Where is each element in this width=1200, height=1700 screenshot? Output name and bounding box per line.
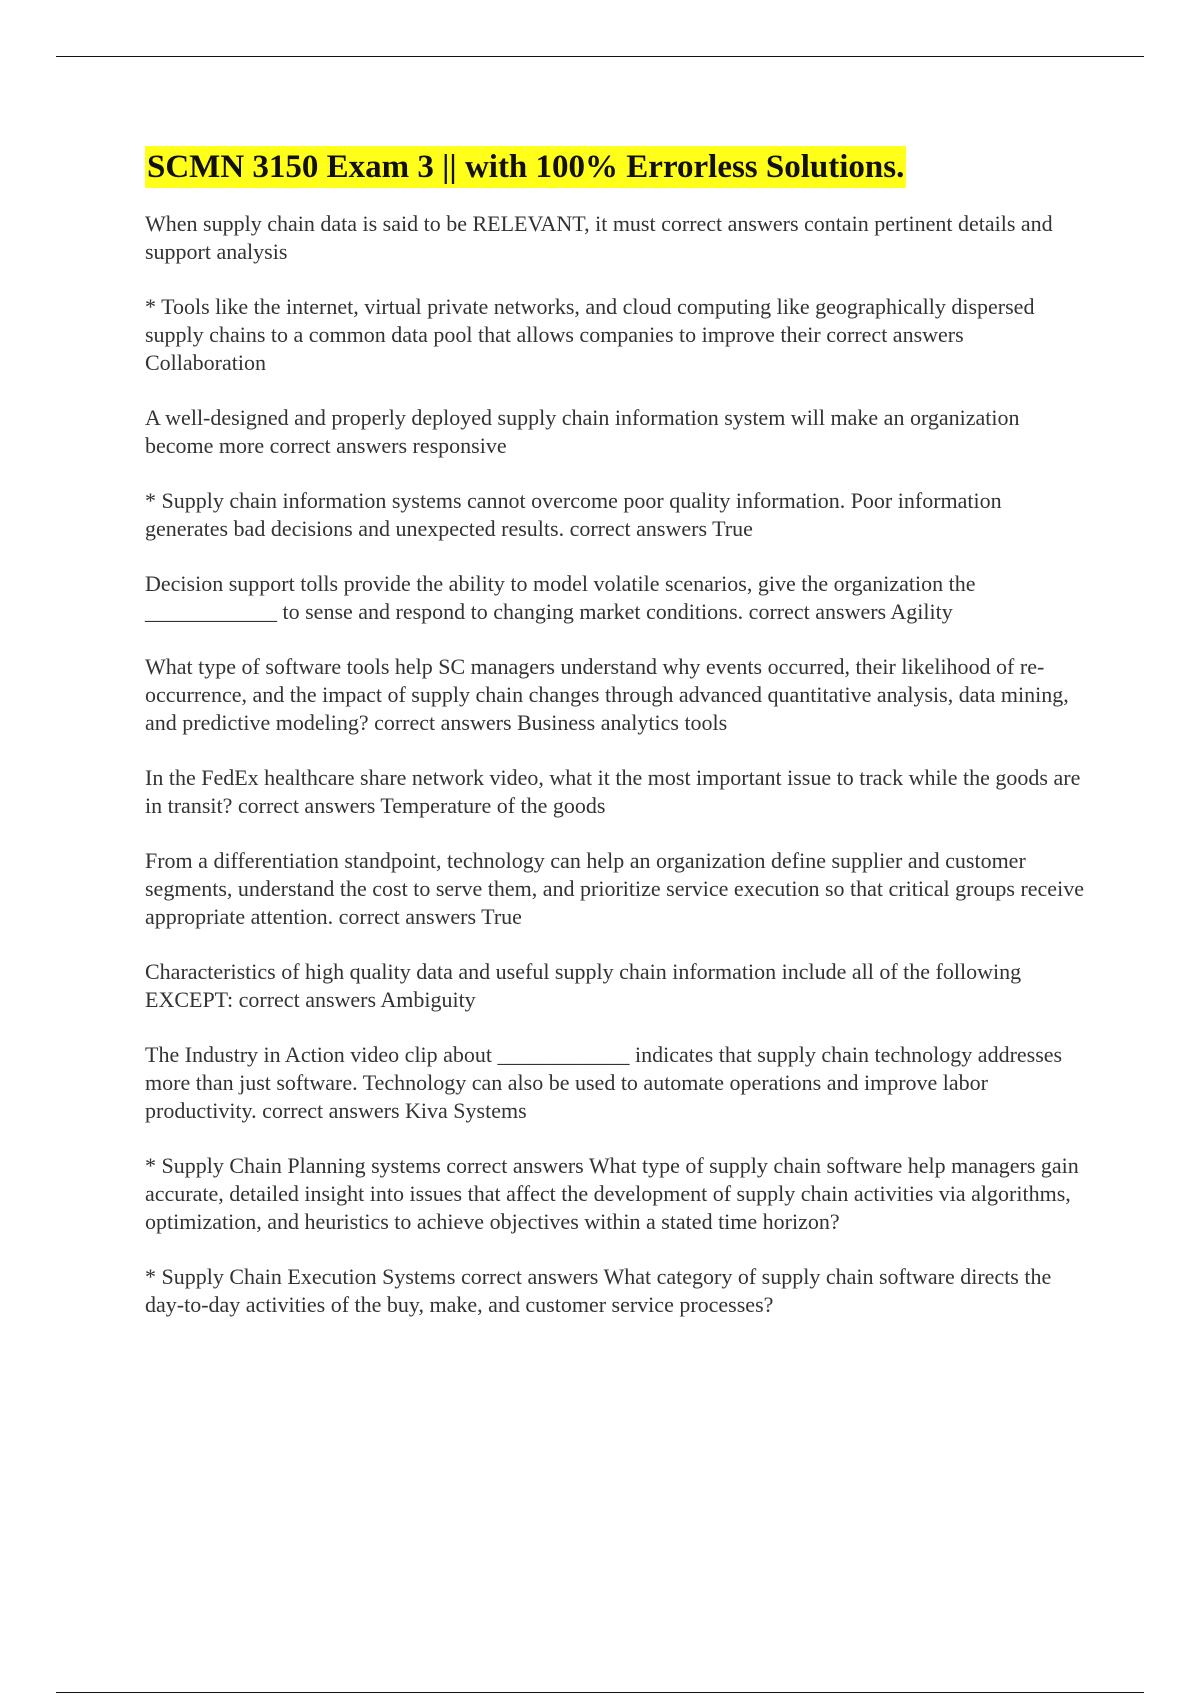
qa-item: * Supply Chain Execution Systems correct answers What category of supply chain software directs the day-to-day activities of the buy, make, and customer service processes? [145, 1264, 1052, 1317]
qa-item: * Supply chain information systems cannot overcome poor quality information. Poor information generates bad decisions and unexpected results. correct answers True [145, 488, 1002, 541]
qa-item: The Industry in Action video clip about ____________ indicates that supply chain technology addresses more than just software. Technology can also be used to automate operations and improve labor productivity. correct answers Kiva Systems [145, 1042, 1063, 1123]
footer-rule [56, 1692, 1144, 1693]
qa-list [145, 210, 1090, 1319]
qa-item: A well-designed and properly deployed supply chain information system will make an organization become more correct answers responsive [145, 405, 1020, 458]
qa-item: When supply chain data is said to be RELEVANT, it must correct answers contain pertinent details and support analysis [145, 211, 1053, 264]
qa-item: * Tools like the internet, virtual private networks, and cloud computing like geographically dispersed supply chains to a common data pool that allows companies to improve their correct answers Collaboration [145, 294, 1035, 375]
qa-item: What type of software tools help SC managers understand why events occurred, their likelihood of re-occurrence, and the impact of supply chain changes through advanced quantitative analysis, data mining, and predictive modeling? correct answers Business analytics tools [145, 654, 1069, 735]
qa-item: In the FedEx healthcare share network video, what it the most important issue to track while the goods are in transit? correct answers Temperature of the goods [145, 765, 1081, 818]
qa-item: From a differentiation standpoint, technology can help an organization define supplier and customer segments, understand the cost to serve them, and prioritize service execution so that critical groups receive appropriate attention. correct answers True [145, 848, 1084, 929]
document-title: SCMN 3150 Exam 3 || with 100% Errorless Solutions. [145, 146, 906, 188]
qa-item: * Supply Chain Planning systems correct answers What type of supply chain software help managers gain accurate, detailed insight into issues that affect the development of supply chain activities via algorithms, optimization, and heuristics to achieve objectives within a stated time horizon? [145, 1153, 1079, 1234]
qa-item: Decision support tolls provide the ability to model volatile scenarios, give the organization the ____________ to sense and respond to changing market conditions. correct answers Agility [145, 571, 976, 624]
qa-item: Characteristics of high quality data and useful supply chain information include all of the following EXCEPT: correct answers Ambiguity [145, 959, 1022, 1012]
document-body [145, 146, 1090, 1346]
header-rule [56, 56, 1144, 57]
